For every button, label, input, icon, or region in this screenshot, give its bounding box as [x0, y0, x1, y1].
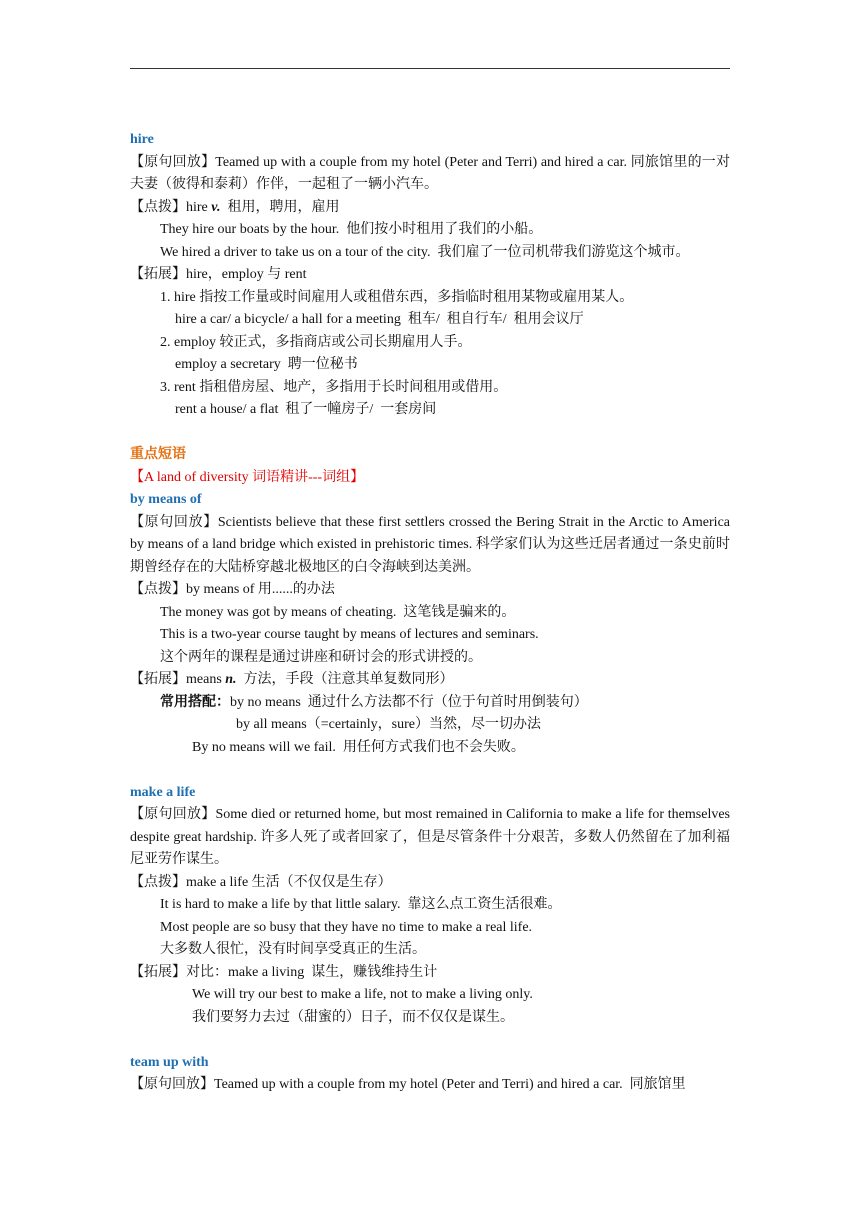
origin-label: 【原句回放】: [130, 1077, 214, 1092]
subsection-title: 【A land of diversity 词语精讲---词组】: [130, 469, 365, 485]
example-sentence: They hire our boats by the hour. 他们按小时租用了我们的小船。: [160, 222, 543, 237]
extension-hire: [130, 264, 730, 287]
origin-sentence-make-a-life: [130, 804, 730, 872]
extension-by-means-of: [130, 669, 730, 692]
origin-text: Teamed up with a couple from my hotel (Peter and Terri) and hired a car. 同旅馆里的一对夫妻（彼得和泰莉）作伴，一起租了一辆小汽车。: [130, 154, 731, 192]
tip-word: hire: [186, 199, 212, 215]
collocation-text: by no means 通过什么方法都不行（位于句首时用倒装句）: [230, 694, 588, 710]
origin-text: Some died or returned home, but most remained in California to make a life for themselves despite great hardship. 许多人死了或者回家了，但是尽管条件十分艰苦，多数人仍然留在了加利福尼亚劳作谋生。: [130, 807, 730, 867]
entry-title-make-a-life: make a life: [130, 784, 196, 800]
extension-make-a-life: [130, 962, 730, 985]
extension-text: 对比：make a living 谋生，赚钱维持生计: [186, 964, 438, 980]
spacer: [130, 422, 730, 445]
extension-text: hire，employ 与 rent: [186, 267, 307, 282]
example-sentence: Most people are so busy that they have no time to make a real life.: [160, 919, 533, 935]
example-sentence: We hired a driver to take us on a tour of the city. 我们雇了一位司机带我们游览这个城市。: [160, 244, 690, 260]
example-sentence: The money was got by means of cheating. 这笔钱是骗来的。: [160, 604, 516, 620]
tip-by-means-of: [130, 579, 730, 602]
tip-label: 【点拨】: [130, 874, 186, 890]
origin-label: 【原句回放】: [130, 154, 216, 170]
tip-make-a-life: [130, 872, 730, 895]
extension-item: 1. hire 指按工作量或时间雇用人或租借东西，多指临时租用某物或雇用某人。: [160, 289, 634, 305]
origin-sentence-by-means-of: [130, 512, 730, 580]
example-sentence: It is hard to make a life by that little salary. 靠这么点工资生活很难。: [160, 897, 562, 912]
collocation-2: by all means（=certainly，sure）当然，尽一切办法: [236, 717, 541, 732]
extension-meaning: 方法，手段（注意其单复数同形）: [236, 672, 454, 687]
origin-text: Scientists believe that these first settlers crossed the Bering Strait in the Arctic to America by means of a land bridge which existed in prehistoric times. 科学家们认为这些迁居者通过一条史前时期曾经存在的大陆桥穿越北极地区的白令海峡到达美洲。: [130, 514, 731, 575]
example-sentence: This is a two-year course taught by means of lectures and seminars.: [160, 627, 539, 642]
origin-sentence-hire: [130, 152, 730, 197]
example-translation: 这个两年的课程是通过讲座和研讨会的形式讲授的。: [160, 649, 482, 665]
entry-title-team-up-with: team up with: [130, 1054, 209, 1070]
extension-example: By no means will we fail. 用任何方式我们也不会失败。: [192, 739, 525, 755]
extension-word: means: [186, 672, 226, 687]
spacer: [130, 759, 730, 782]
spacer: [130, 1029, 730, 1052]
extension-example: rent a house/ a flat 租了一幢房子/ 一套房间: [175, 402, 437, 417]
extension-label: 【拓展】: [130, 672, 186, 687]
tip-meaning: 租用，聘用，雇用: [220, 199, 340, 215]
entry-title-hire: hire: [130, 132, 154, 147]
example-translation: 大多数人很忙，没有时间享受真正的生活。: [160, 942, 426, 957]
tip-label: 【点拨】: [130, 582, 186, 597]
extension-example: employ a secretary 聘一位秘书: [175, 357, 358, 372]
extension-item: 2. employ 较正式，多指商店或公司长期雇用人手。: [160, 334, 472, 350]
origin-label: 【原句回放】: [130, 807, 216, 822]
document-body: [130, 129, 730, 1097]
extension-translation: 我们要努力去过（甜蜜的）日子，而不仅仅是谋生。: [192, 1009, 514, 1025]
collocation-label: 常用搭配：: [160, 694, 230, 710]
tip-label: 【点拨】: [130, 199, 186, 215]
part-of-speech: n.: [225, 672, 237, 687]
tip-text: by means of 用......的办法: [186, 582, 335, 597]
extension-example: We will try our best to make a life, not to make a living only.: [192, 987, 533, 1002]
section-title: 重点短语: [130, 447, 186, 462]
extension-item: 3. rent 指租借房屋、地产，多指用于长时间租用或借用。: [160, 379, 508, 395]
entry-title-by-means-of: by means of: [130, 492, 202, 507]
extension-example: hire a car/ a bicycle/ a hall for a meeting 租车/ 租自行车/ 租用会议厅: [175, 312, 584, 327]
origin-text: Teamed up with a couple from my hotel (Peter and Terri) and hired a car. 同旅馆里: [214, 1077, 686, 1092]
part-of-speech: v.: [211, 199, 221, 215]
origin-label: 【原句回放】: [130, 514, 218, 530]
page-header-rule: [130, 68, 730, 69]
tip-text: make a life 生活（不仅仅是生存）: [186, 874, 392, 890]
collocation-1: [130, 692, 730, 715]
extension-label: 【拓展】: [130, 267, 186, 282]
origin-sentence-team-up-with: [130, 1074, 730, 1097]
tip-hire: [130, 197, 730, 220]
extension-label: 【拓展】: [130, 964, 186, 980]
